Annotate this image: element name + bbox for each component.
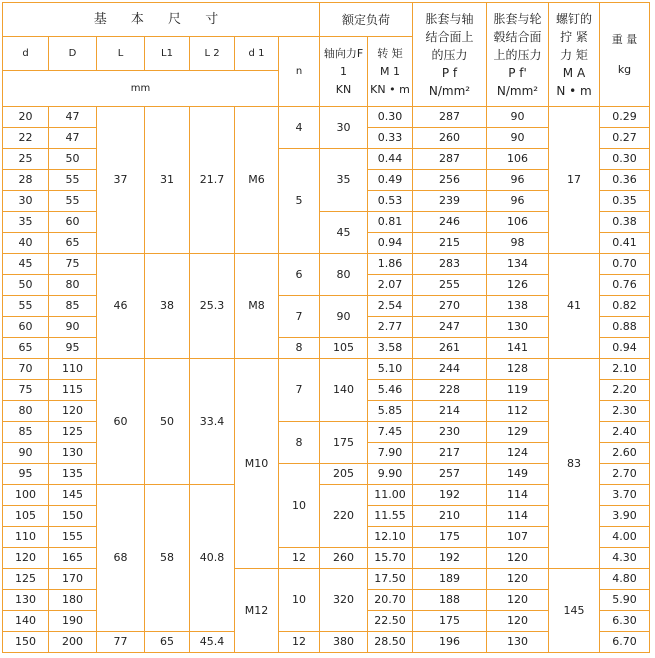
cell-D: 130 <box>49 443 97 464</box>
header-n: n <box>279 37 320 107</box>
cell-hub-pressure: 98 <box>487 233 549 254</box>
cell-weight: 0.82 <box>600 296 650 317</box>
cell-hub-pressure: 134 <box>487 254 549 275</box>
cell-torque: 9.90 <box>368 464 413 485</box>
cell-shaft-pressure: 230 <box>413 422 487 443</box>
cell-D: 145 <box>49 485 97 506</box>
cell-weight: 3.90 <box>600 506 650 527</box>
cell-d: 130 <box>3 590 49 611</box>
torque-sub: M 1 <box>380 64 400 78</box>
cell-hub-pressure: 149 <box>487 464 549 485</box>
cell-weight: 0.88 <box>600 317 650 338</box>
header-L: L <box>97 37 145 71</box>
cell-n: 7 <box>279 359 320 422</box>
cell-L2: 33.4 <box>190 359 235 485</box>
cell-torque: 5.85 <box>368 401 413 422</box>
cell-hub-pressure: 112 <box>487 401 549 422</box>
cell-weight: 0.94 <box>600 338 650 359</box>
cell-D: 120 <box>49 401 97 422</box>
cell-D: 47 <box>49 128 97 149</box>
cell-d: 100 <box>3 485 49 506</box>
cell-screw-torque: 145 <box>549 569 600 653</box>
cell-hub-pressure: 106 <box>487 149 549 170</box>
cell-weight: 4.80 <box>600 569 650 590</box>
cell-n: 4 <box>279 107 320 149</box>
cell-D: 135 <box>49 464 97 485</box>
cell-torque: 7.45 <box>368 422 413 443</box>
cell-screw-torque: 83 <box>549 359 600 569</box>
cell-axial-force: 260 <box>320 548 368 569</box>
cell-n: 8 <box>279 422 320 464</box>
weight-unit: kg <box>617 62 632 76</box>
cell-shaft-pressure: 189 <box>413 569 487 590</box>
cell-shaft-pressure: 217 <box>413 443 487 464</box>
cell-D: 170 <box>49 569 97 590</box>
header-basic-dimensions: 基 本 尺 寸 <box>3 3 320 37</box>
cell-d: 45 <box>3 254 49 275</box>
cell-torque: 0.33 <box>368 128 413 149</box>
cell-axial-force: 320 <box>320 569 368 632</box>
cell-D: 155 <box>49 527 97 548</box>
cell-hub-pressure: 138 <box>487 296 549 317</box>
cell-D: 60 <box>49 212 97 233</box>
header-torque <box>368 37 413 107</box>
cell-weight: 0.36 <box>600 170 650 191</box>
cell-hub-pressure: 90 <box>487 128 549 149</box>
cell-shaft-pressure: 270 <box>413 296 487 317</box>
hub-pressure-unit: N/mm² <box>496 83 539 98</box>
cell-shaft-pressure: 247 <box>413 317 487 338</box>
cell-L2: 40.8 <box>190 485 235 632</box>
cell-hub-pressure: 114 <box>487 485 549 506</box>
screw-torque-label: 螺钉的拧 紧力 矩 <box>556 11 593 62</box>
axial-force-unit: KN <box>335 82 352 96</box>
cell-d: 28 <box>3 170 49 191</box>
cell-weight: 2.70 <box>600 464 650 485</box>
cell-D: 75 <box>49 254 97 275</box>
cell-shaft-pressure: 256 <box>413 170 487 191</box>
cell-weight: 2.10 <box>600 359 650 380</box>
hub-pressure-symbol: P f' <box>508 65 527 80</box>
cell-D: 190 <box>49 611 97 632</box>
cell-torque: 0.44 <box>368 149 413 170</box>
cell-shaft-pressure: 261 <box>413 338 487 359</box>
shaft-pressure-unit: N/mm² <box>428 83 471 98</box>
cell-weight: 4.30 <box>600 548 650 569</box>
cell-weight: 2.20 <box>600 380 650 401</box>
cell-D: 65 <box>49 233 97 254</box>
cell-d1: M10 <box>235 359 279 569</box>
cell-d1: M6 <box>235 107 279 254</box>
cell-weight: 2.40 <box>600 422 650 443</box>
hub-pressure-label: 胀套与轮毂结合面上的压力 <box>493 11 542 62</box>
cell-weight: 2.30 <box>600 401 650 422</box>
cell-n: 10 <box>279 464 320 548</box>
cell-axial-force: 205 <box>320 464 368 485</box>
cell-axial-force: 30 <box>320 107 368 149</box>
cell-weight: 2.60 <box>600 443 650 464</box>
cell-d: 22 <box>3 128 49 149</box>
cell-hub-pressure: 124 <box>487 443 549 464</box>
cell-axial-force: 35 <box>320 149 368 212</box>
cell-hub-pressure: 141 <box>487 338 549 359</box>
cell-hub-pressure: 120 <box>487 590 549 611</box>
cell-torque: 12.10 <box>368 527 413 548</box>
cell-L1: 50 <box>145 359 190 485</box>
table-row <box>3 254 650 275</box>
table-body <box>3 107 650 653</box>
cell-torque: 2.77 <box>368 317 413 338</box>
cell-D: 180 <box>49 590 97 611</box>
cell-D: 200 <box>49 632 97 653</box>
cell-axial-force: 380 <box>320 632 368 653</box>
cell-D: 50 <box>49 149 97 170</box>
cell-D: 47 <box>49 107 97 128</box>
torque-unit: KN • m <box>370 82 410 96</box>
cell-D: 80 <box>49 275 97 296</box>
cell-hub-pressure: 130 <box>487 317 549 338</box>
cell-torque: 0.81 <box>368 212 413 233</box>
cell-shaft-pressure: 210 <box>413 506 487 527</box>
cell-shaft-pressure: 246 <box>413 212 487 233</box>
cell-torque: 1.86 <box>368 254 413 275</box>
cell-d1: M12 <box>235 569 279 653</box>
cell-torque: 0.49 <box>368 170 413 191</box>
cell-D: 150 <box>49 506 97 527</box>
cell-D: 110 <box>49 359 97 380</box>
cell-shaft-pressure: 260 <box>413 128 487 149</box>
cell-torque: 5.10 <box>368 359 413 380</box>
cell-weight: 0.30 <box>600 149 650 170</box>
header-weight <box>600 3 650 107</box>
cell-n: 7 <box>279 296 320 338</box>
cell-D: 85 <box>49 296 97 317</box>
cell-d: 80 <box>3 401 49 422</box>
header-L1: L1 <box>145 37 190 71</box>
cell-weight: 3.70 <box>600 485 650 506</box>
cell-shaft-pressure: 196 <box>413 632 487 653</box>
cell-torque: 15.70 <box>368 548 413 569</box>
axial-force-sub: 1 <box>340 64 347 78</box>
cell-d: 70 <box>3 359 49 380</box>
cell-L1: 38 <box>145 254 190 359</box>
cell-axial-force: 175 <box>320 422 368 464</box>
cell-torque: 22.50 <box>368 611 413 632</box>
cell-torque: 2.07 <box>368 275 413 296</box>
cell-weight: 5.90 <box>600 590 650 611</box>
header-L2: L 2 <box>190 37 235 71</box>
cell-weight: 6.30 <box>600 611 650 632</box>
screw-torque-unit: N • m <box>556 83 592 98</box>
cell-axial-force: 105 <box>320 338 368 359</box>
cell-n: 6 <box>279 254 320 296</box>
cell-hub-pressure: 96 <box>487 170 549 191</box>
cell-d: 75 <box>3 380 49 401</box>
cell-hub-pressure: 96 <box>487 191 549 212</box>
cell-hub-pressure: 120 <box>487 569 549 590</box>
cell-L2: 25.3 <box>190 254 235 359</box>
cell-d: 85 <box>3 422 49 443</box>
cell-weight: 0.35 <box>600 191 650 212</box>
cell-shaft-pressure: 244 <box>413 359 487 380</box>
cell-d: 60 <box>3 317 49 338</box>
cell-weight: 0.29 <box>600 107 650 128</box>
cell-L: 60 <box>97 359 145 485</box>
cell-weight: 0.41 <box>600 233 650 254</box>
cell-d: 105 <box>3 506 49 527</box>
spec-table <box>2 2 650 653</box>
cell-d: 40 <box>3 233 49 254</box>
cell-hub-pressure: 119 <box>487 380 549 401</box>
cell-shaft-pressure: 214 <box>413 401 487 422</box>
cell-hub-pressure: 120 <box>487 611 549 632</box>
shaft-pressure-symbol: P f <box>441 65 458 80</box>
cell-shaft-pressure: 255 <box>413 275 487 296</box>
cell-d: 65 <box>3 338 49 359</box>
cell-shaft-pressure: 175 <box>413 611 487 632</box>
screw-torque-symbol: M A <box>562 65 586 80</box>
cell-L2: 21.7 <box>190 107 235 254</box>
cell-d: 110 <box>3 527 49 548</box>
cell-torque: 28.50 <box>368 632 413 653</box>
cell-torque: 11.00 <box>368 485 413 506</box>
weight-label: 重 量 <box>611 32 638 46</box>
cell-L: 46 <box>97 254 145 359</box>
cell-torque: 2.54 <box>368 296 413 317</box>
cell-shaft-pressure: 287 <box>413 149 487 170</box>
axial-force-label: 轴向力F <box>323 46 364 60</box>
cell-n: 5 <box>279 149 320 254</box>
cell-hub-pressure: 114 <box>487 506 549 527</box>
cell-hub-pressure: 128 <box>487 359 549 380</box>
cell-L1: 31 <box>145 107 190 254</box>
cell-torque: 3.58 <box>368 338 413 359</box>
cell-d: 140 <box>3 611 49 632</box>
header-d: d <box>3 37 49 71</box>
cell-D: 95 <box>49 338 97 359</box>
cell-weight: 0.70 <box>600 254 650 275</box>
cell-torque: 0.30 <box>368 107 413 128</box>
cell-d: 35 <box>3 212 49 233</box>
header-screw-torque <box>549 3 600 107</box>
cell-n: 12 <box>279 632 320 653</box>
cell-weight: 6.70 <box>600 632 650 653</box>
cell-hub-pressure: 120 <box>487 548 549 569</box>
cell-L1: 58 <box>145 485 190 632</box>
cell-L: 37 <box>97 107 145 254</box>
cell-hub-pressure: 107 <box>487 527 549 548</box>
cell-D: 115 <box>49 380 97 401</box>
cell-d: 55 <box>3 296 49 317</box>
cell-weight: 0.38 <box>600 212 650 233</box>
cell-shaft-pressure: 192 <box>413 548 487 569</box>
cell-axial-force: 140 <box>320 359 368 422</box>
cell-d: 90 <box>3 443 49 464</box>
cell-L: 77 <box>97 632 145 653</box>
table-row <box>3 107 650 128</box>
cell-axial-force: 220 <box>320 485 368 548</box>
cell-d: 25 <box>3 149 49 170</box>
header-axial-force <box>320 37 368 107</box>
cell-shaft-pressure: 257 <box>413 464 487 485</box>
shaft-pressure-label: 胀套与轴结合面上的压力 <box>425 11 474 62</box>
cell-axial-force: 90 <box>320 296 368 338</box>
cell-torque: 11.55 <box>368 506 413 527</box>
cell-torque: 0.53 <box>368 191 413 212</box>
cell-hub-pressure: 90 <box>487 107 549 128</box>
cell-torque: 0.94 <box>368 233 413 254</box>
cell-d1: M8 <box>235 254 279 359</box>
cell-n: 12 <box>279 548 320 569</box>
cell-screw-torque: 17 <box>549 107 600 254</box>
cell-shaft-pressure: 192 <box>413 485 487 506</box>
cell-L2: 45.4 <box>190 632 235 653</box>
cell-hub-pressure: 106 <box>487 212 549 233</box>
cell-torque: 5.46 <box>368 380 413 401</box>
cell-d: 150 <box>3 632 49 653</box>
cell-axial-force: 80 <box>320 254 368 296</box>
cell-weight: 0.76 <box>600 275 650 296</box>
cell-d: 95 <box>3 464 49 485</box>
cell-axial-force: 45 <box>320 212 368 254</box>
cell-shaft-pressure: 188 <box>413 590 487 611</box>
cell-D: 55 <box>49 191 97 212</box>
cell-d: 20 <box>3 107 49 128</box>
cell-L1: 65 <box>145 632 190 653</box>
cell-d: 30 <box>3 191 49 212</box>
cell-n: 10 <box>279 569 320 632</box>
cell-hub-pressure: 130 <box>487 632 549 653</box>
cell-screw-torque: 41 <box>549 254 600 359</box>
cell-shaft-pressure: 215 <box>413 233 487 254</box>
cell-hub-pressure: 129 <box>487 422 549 443</box>
header-mm: mm <box>3 71 279 107</box>
cell-weight: 0.27 <box>600 128 650 149</box>
cell-L: 68 <box>97 485 145 632</box>
cell-shaft-pressure: 283 <box>413 254 487 275</box>
torque-label: 转 矩 <box>377 46 403 60</box>
header-shaft-pressure <box>413 3 487 107</box>
header-rated-load: 额定负荷 <box>320 3 413 37</box>
cell-D: 90 <box>49 317 97 338</box>
cell-torque: 20.70 <box>368 590 413 611</box>
cell-n: 8 <box>279 338 320 359</box>
cell-d: 125 <box>3 569 49 590</box>
cell-d: 50 <box>3 275 49 296</box>
header-d1: d 1 <box>235 37 279 71</box>
cell-D: 125 <box>49 422 97 443</box>
header-D: D <box>49 37 97 71</box>
cell-shaft-pressure: 175 <box>413 527 487 548</box>
cell-D: 165 <box>49 548 97 569</box>
cell-weight: 4.00 <box>600 527 650 548</box>
cell-torque: 7.90 <box>368 443 413 464</box>
cell-shaft-pressure: 228 <box>413 380 487 401</box>
cell-shaft-pressure: 287 <box>413 107 487 128</box>
cell-D: 55 <box>49 170 97 191</box>
table-row <box>3 359 650 380</box>
cell-torque: 17.50 <box>368 569 413 590</box>
header-hub-pressure <box>487 3 549 107</box>
cell-d: 120 <box>3 548 49 569</box>
cell-shaft-pressure: 239 <box>413 191 487 212</box>
cell-hub-pressure: 126 <box>487 275 549 296</box>
